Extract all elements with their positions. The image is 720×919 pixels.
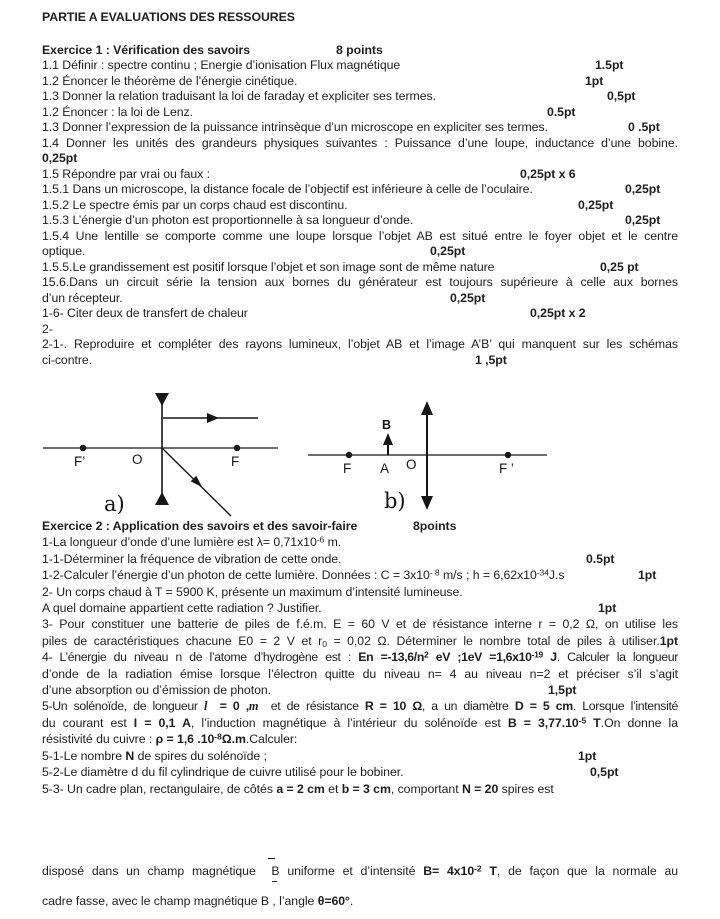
line-ex2-4c	[42, 682, 678, 698]
diagram-b	[308, 401, 547, 513]
line-ex2-5a	[42, 698, 678, 714]
text-fragment: J.s	[548, 568, 565, 583]
points-value: 0,25pt x 6	[520, 166, 576, 181]
text-fragment: Ω.m	[221, 732, 246, 747]
text-fragment: ci-contre.	[42, 352, 93, 367]
text-fragment: -34	[536, 567, 549, 578]
line-1-5-2	[42, 198, 678, 214]
text-fragment: 1.5.3 L’énergie d’un photon est proportionnelle à sa longueur d’onde.	[42, 213, 414, 227]
text-fragment: 1-6- Citer deux de transfert de chaleur	[42, 306, 248, 320]
text-fragment: -19	[531, 649, 543, 660]
text-fragment: résistivité du cuivre :	[42, 732, 156, 747]
line-1-5-5	[42, 260, 678, 276]
label-center-a: O	[132, 452, 143, 467]
points-value: 0,25pt	[450, 290, 486, 305]
text-fragment: θ=60°	[317, 894, 350, 909]
text-fragment: uniforme et d’intensité	[279, 863, 424, 878]
line-2-1	[42, 337, 678, 353]
text-fragment: disposé dans un champ magnétique	[42, 863, 272, 878]
label-b-b: B	[382, 418, 391, 432]
points-value: 1.5pt	[595, 58, 624, 72]
text-fragment: 5-Un solénoïde, de longueur	[42, 699, 204, 714]
points-value: 0,25pt	[578, 197, 614, 212]
text-fragment: R = 10 Ω	[364, 699, 422, 714]
line-1-2-lenz	[42, 105, 678, 121]
text-fragment: 1.4 Donner les unités des grandeurs physiques suivantes : Puissance d’une loupe, inductance d’une bobine.	[42, 135, 678, 150]
line-1-3-microscope	[42, 120, 678, 136]
text-fragment: d’un récepteur.	[42, 290, 123, 305]
text-fragment: D = 5 cm	[514, 699, 573, 714]
text-fragment: .	[349, 894, 354, 909]
points-value: 0.5pt	[586, 551, 615, 566]
points-value: 0,25 pt	[600, 259, 639, 274]
focal-point-f-b	[346, 452, 352, 458]
text-fragment: b = 3 cm	[341, 781, 391, 796]
optics-diagrams	[0, 368, 720, 518]
text-fragment: 1.2 Énoncer le théorème de l’énergie cinétique.	[42, 73, 298, 88]
points-value: 0,5pt	[590, 765, 619, 780]
points-value: 1 ,5pt	[475, 352, 507, 367]
caption-b: b)	[384, 489, 406, 513]
text-fragment: = 0,02 Ω. Déterminer le nombre total de piles à utiliser.	[326, 633, 660, 648]
text-fragment: 1.5 Répondre par vrai ou faux :	[42, 166, 210, 181]
optics-diagrams-svg	[0, 368, 720, 518]
points-value: 1pt	[598, 601, 617, 616]
points-value: 0 .5pt	[628, 120, 660, 134]
text-fragment: N = 20	[461, 781, 499, 796]
text-fragment: cadre fasse, avec le champ magnétique B , l’angle	[42, 894, 318, 909]
text-fragment: spires est	[498, 781, 554, 796]
text-fragment: En =-13,6/n	[358, 650, 424, 665]
text-fragment: et	[324, 781, 342, 796]
text-fragment: Exercice 2 : Application des savoirs et des savoir-faire	[42, 519, 358, 533]
line-1-5-4	[42, 229, 678, 245]
text-fragment: 15.6.Dans un circuit série la tension aux bornes du générateur est toujours supérieure à celle aux bornes	[42, 275, 678, 289]
text-fragment: . Calculer la longueur	[556, 650, 678, 665]
text-fragment: 1-La longueur d’onde d’une lumière est λ= 0,71x10	[42, 535, 317, 550]
points-value: 8 points	[336, 42, 383, 57]
text-fragment: 5-2-Le diamètre d du fil cylindrique de cuivre utilisé pour le bobiner.	[42, 765, 404, 780]
text-fragment: 5-1-Le nombre	[42, 748, 126, 763]
points-value: 0,5pt	[607, 89, 636, 103]
text-fragment: T	[586, 715, 601, 730]
lens-a-top-arrowhead-icon	[155, 393, 169, 406]
text-fragment: .On donne la	[600, 715, 678, 730]
line-1-4	[42, 136, 678, 152]
line-1-5	[42, 167, 678, 183]
line-ex2-5-3	[42, 781, 678, 797]
text-fragment: 1-1-Déterminer la fréquence de vibration de cette onde.	[42, 551, 342, 566]
text-fragment: , de façon que la normale au	[496, 863, 679, 878]
label-a-b: A	[380, 461, 389, 476]
line-ex2-1-2	[42, 567, 678, 583]
text-fragment: 1.5.4 Une lentille se comporte comme une loupe lorsque l’objet AB est situé entre le foyer objet et le centre	[42, 228, 678, 243]
line-ex2-1	[42, 534, 678, 550]
text-fragment: , comportant	[390, 781, 462, 796]
line-15-6b	[42, 291, 678, 307]
text-fragment: = 0 ,	[207, 699, 249, 714]
text-fragment: 0	[322, 638, 327, 649]
line-2	[42, 322, 678, 338]
points-value: 1pt	[578, 748, 597, 763]
text-fragment: m.	[324, 535, 342, 550]
text-fragment: 3- Pour constituer une batterie de piles de f.é.m. E = 60 V et de résistance interne r = 0,2 Ω, on utilise les	[42, 617, 678, 632]
text-fragment: du courant est	[42, 715, 134, 730]
object-ab-arrowhead-icon	[383, 433, 393, 445]
line-ex2-5c	[42, 731, 678, 747]
text-fragment: 0,25pt	[42, 151, 78, 165]
text-fragment: 1pt	[659, 633, 678, 648]
exercice-2-header	[42, 518, 678, 534]
line-ex2-5b	[42, 715, 678, 731]
exercice-1-header	[42, 43, 678, 59]
line-ex2-3b	[42, 633, 678, 649]
text-fragment: B = 3,77.10	[507, 715, 579, 730]
line-1-3	[42, 89, 678, 105]
line-ex2-4b	[42, 666, 678, 682]
line-footer-1	[42, 863, 678, 879]
text-fragment: a = 2 cm	[276, 781, 325, 796]
text-fragment: 2- Un corps chaud à T = 5900 K, présente un maximum d’intensité lumineuse.	[42, 584, 463, 599]
text-fragment: -5	[578, 715, 587, 726]
caption-a: a)	[104, 492, 125, 516]
text-fragment: -8	[214, 731, 222, 742]
text-fragment: , a un diamètre	[421, 699, 515, 714]
text-fragment: 1-2-Calculer l’énergie d’un photon de cette lumière. Données : C = 3x10	[42, 568, 430, 583]
label-focus-a: F	[231, 454, 240, 469]
label-focus-b: F	[343, 461, 352, 476]
text-fragment: J	[542, 650, 557, 665]
text-fragment: - 8	[429, 567, 440, 578]
line-ex2-4a	[42, 649, 678, 665]
incident-ray-arrowhead-icon	[207, 413, 219, 423]
line-ex2-2b	[42, 600, 678, 616]
points-value: 1,5pt	[548, 683, 577, 698]
line-2-1b	[42, 353, 678, 369]
line-1-5-4b	[42, 244, 678, 260]
text-fragment: l	[203, 699, 208, 714]
text-fragment: 1.3 Donner l’expression de la puissance intrinsèque d’un microscope en expliciter ses termes.	[42, 120, 548, 134]
label-f-prime-a: F’	[74, 454, 86, 469]
text-fragment: m/s ; h = 6,62x10	[439, 568, 537, 583]
text-fragment: et de résistance	[258, 699, 365, 714]
text-fragment: I = 0,1 A	[133, 715, 191, 730]
points-value: 8points	[413, 519, 457, 533]
line-1-5-3	[42, 213, 678, 229]
text-fragment: B= 4x10	[423, 863, 475, 878]
points-value: 0.5pt	[547, 104, 576, 119]
line-1-5-1	[42, 182, 678, 198]
text-fragment: 1.5.5.Le grandissement est positif lorsque l’objet et son image sont de même nature	[42, 259, 495, 274]
text-fragment: .Calculer:	[245, 732, 298, 747]
text-fragment: d’une absorption ou d’émission de photon.	[42, 683, 272, 698]
line-1-1	[42, 58, 678, 74]
line-ex2-1-1	[42, 551, 678, 567]
text-fragment: piles de caractéristiques chacune E0 = 2 V et r	[42, 633, 323, 648]
text-fragment: A quel domaine appartient cette radiation ? Justifier.	[42, 601, 322, 616]
points-value: 0,25pt x 2	[530, 306, 586, 320]
text-fragment: 2	[423, 649, 429, 660]
text-fragment: 2-1-. Reproduire et compléter des rayons lumineux, l’objet AB et l’image A’B’ qui manquent sur les schémas	[42, 337, 678, 351]
text-fragment: 5-3- Un cadre plan, rectangulaire, de côtés	[42, 781, 277, 796]
text-fragment: 1.5.1 Dans un microscope, la distance focale de l’objectif est inférieure à celle de l’oculaire.	[42, 182, 533, 196]
exercice-1-section	[42, 43, 678, 369]
line-ex2-5-2	[42, 764, 678, 780]
line-ex2-5-1	[42, 748, 678, 764]
diagram-a	[43, 393, 278, 516]
points-value: 0,25pt	[625, 213, 661, 227]
focal-point-f-prime-a	[80, 445, 86, 451]
lens-b-bottom-arrowhead-icon	[421, 496, 433, 510]
exercice-2-section	[42, 518, 678, 910]
text-fragment: N	[125, 748, 135, 763]
lens-b-top-arrowhead-icon	[421, 401, 433, 415]
focal-point-f-a	[234, 445, 240, 451]
text-fragment: 1.5.2 Le spectre émis par un corps chaud est discontinu.	[42, 197, 348, 212]
points-value: 1pt	[638, 568, 657, 583]
text-fragment: -6	[316, 534, 325, 545]
text-fragment: 4- L’énergie du niveau n de l’atome d’hydrogène est :	[42, 650, 359, 665]
vector-b-symbol: B	[271, 863, 280, 878]
text-fragment: 1.1 Définir : spectre continu ; Energie d’ionisation Flux magnétique	[42, 58, 401, 72]
focal-point-f-prime-b	[505, 452, 511, 458]
text-fragment: 1.3 Donner la relation traduisant la loi de faraday et expliciter ses termes.	[42, 89, 436, 103]
line-footer-2	[42, 893, 678, 909]
lens-a-bottom-arrowhead-icon	[155, 492, 169, 505]
text-fragment: de spires du solénoïde ;	[134, 748, 267, 763]
line-ex2-3a	[42, 616, 678, 632]
line-1-6	[42, 306, 678, 322]
line-15-6	[42, 275, 678, 291]
line-ex2-2	[42, 584, 678, 600]
line-1-2	[42, 74, 678, 90]
points-value: 1pt	[585, 73, 604, 88]
text-fragment: T	[481, 863, 497, 878]
text-fragment: 2-	[42, 321, 53, 336]
text-fragment: optique.	[42, 244, 86, 258]
text-fragment: d’onde de la radiation émise lorsque l’électron quitte du niveau n= 4 au niveau n=2 et préciser s’il s’agit	[42, 666, 678, 681]
text-fragment: m	[248, 699, 259, 714]
page-title: PARTIE A EVALUATIONS DES RESSOURES	[42, 10, 295, 24]
text-fragment: eV ;1eV =1,6x10	[428, 650, 532, 665]
text-fragment: ρ = 1,6 .10	[155, 732, 215, 747]
line-1-4-points	[42, 151, 678, 167]
text-fragment: , l’induction magnétique à l’intérieur du solénoïde est	[190, 715, 508, 730]
text-fragment: Exercice 1 : Vérification des savoirs	[42, 42, 250, 57]
label-f-prime-b: F ’	[499, 461, 514, 476]
text-fragment: . Lorsque l’intensité	[572, 699, 679, 714]
text-fragment: -2	[474, 863, 482, 874]
text-fragment: 1.2 Énoncer : la loi de Lenz.	[42, 104, 193, 119]
points-value: 0,25pt	[625, 182, 661, 196]
points-value: 0,25pt	[430, 244, 466, 258]
label-center-b: O	[406, 457, 417, 472]
